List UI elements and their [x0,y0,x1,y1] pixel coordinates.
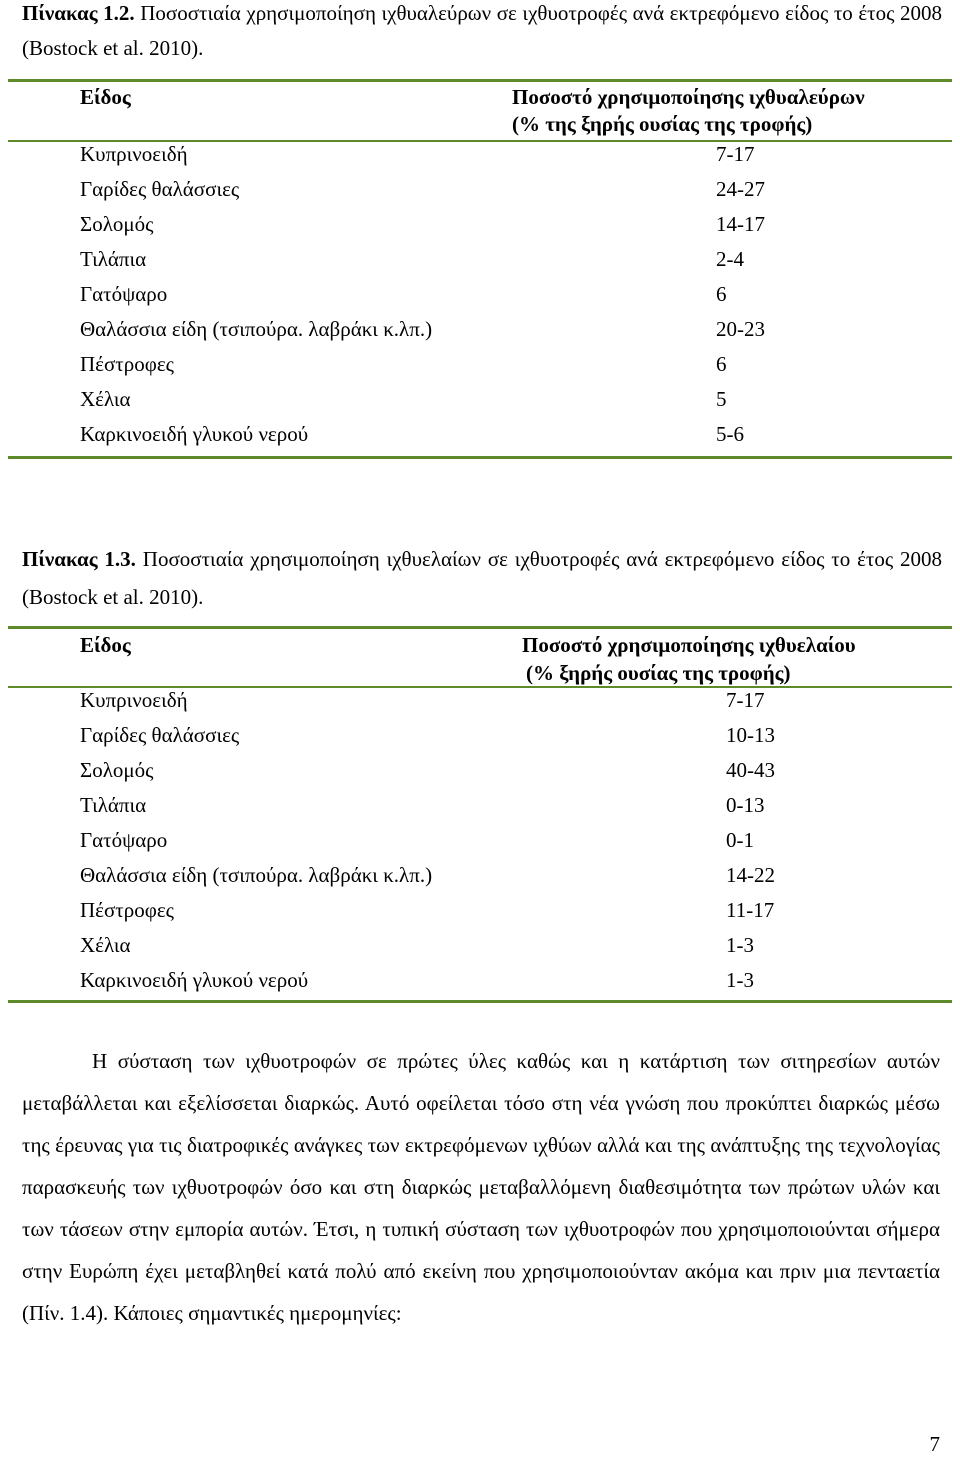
body-paragraph: Η σύσταση των ιχθυοτροφών σε πρώτες ύλες καθώς και η κατάρτιση των σιτηρεσίων αυτών μεταβάλλεται και εξελίσσεται διαρκώς. Αυτό οφείλεται τόσο στη νέα γνώση που προκύπτει διαρκώς μέσω της έρευνας για τις διατροφικές ανάγκες των εκτρεφόμενων ιχθύων αλλά και της ανάπτυξης της τεχνολογίας παρασκευής των ιχθυοτροφών όσο και στη διαρκώς μεταβαλλόμενη διαθεσιμότητα των πρώτων υλών και των τάσεων στην εμπορία αυτών. Έτσι, η τυπική σύσταση των ιχθυοτροφών που χρησιμοποιούνται σήμερα στην Ευρώπη έχει μεταβληθεί κατά πολύ από εκείνη που χρησιμοποιούνταν ακόμα και πριν μια πενταετία (Πίν. 1.4). Κάποιες σημαντικές ημερομηνίες: [22,1049,940,1325]
table-row-species: Κυπρινοειδή [80,688,188,712]
table-row-value: 40-43 [726,758,775,782]
table-row-species: Γατόψαρο [80,282,168,306]
table2-caption [22,540,942,616]
table-row-value: 14-17 [716,212,765,236]
table1-header-value-line1: Ποσοστό χρησιμοποίησης ιχθυαλεύρων [512,85,865,109]
table-row-species: Γαρίδες θαλάσσιες [80,723,240,747]
table-row-value: 20-23 [716,317,765,341]
table1-caption-text: Ποσοστιαία χρησιμοποίηση ιχθυαλεύρων σε ιχθυοτροφές ανά εκτρεφόμενο είδος το έτος 2008 (Bostock et al. 2010). [22,1,943,60]
table-row-value: 1-3 [726,968,754,992]
table-row-species: Τιλάπια [80,793,147,817]
table-row-value: 6 [716,282,727,306]
table-row-value: 0-13 [726,793,765,817]
table1-bottom-rule [8,456,952,459]
table-row-species: Τιλάπια [80,247,147,271]
table2-header-species: Είδος [80,633,131,657]
table2-top-rule [8,626,952,629]
table-row-species: Κυπρινοειδή [80,142,188,166]
page-number: 7 [929,1432,940,1456]
table1-header-species: Είδος [80,85,131,109]
table1-caption [22,0,942,66]
table-row-species: Θαλάσσια είδη (τσιπούρα. λαβράκι κ.λπ.) [80,863,433,887]
table-row-species: Πέστροφες [80,898,174,922]
table-row-value: 0-1 [726,828,754,852]
table2-header-value-line1: Ποσοστό χρησιμοποίησης ιχθυελαίου [522,633,856,657]
table-row-species: Γατόψαρο [80,828,168,852]
table-row-species: Σολομός [80,758,154,782]
table-row-species: Καρκινοειδή γλυκού νερού [80,968,309,992]
table-row-species: Σολομός [80,212,154,236]
table-row-value: 5-6 [716,422,744,446]
table-row-value: 7-17 [716,142,755,166]
table-row-value: 7-17 [726,688,765,712]
table-row-species: Χέλια [80,387,131,411]
table-row-value: 1-3 [726,933,754,957]
table-row-value: 11-17 [726,898,775,922]
table1-caption-label: Πίνακας 1.2. [22,1,135,25]
table-row-value: 6 [716,352,727,376]
table-row-value: 10-13 [726,723,775,747]
table2-header-value-line2: (% ξηρής ουσίας της τροφής) [526,661,791,685]
table2-caption-label: Πίνακας 1.3. [22,547,136,571]
table-row-species: Καρκινοειδή γλυκού νερού [80,422,309,446]
table-row-species: Πέστροφες [80,352,174,376]
table-row-value: 2-4 [716,247,744,271]
table2-caption-text: Ποσοστιαία χρησιμοποίηση ιχθυελαίων σε ιχθυοτροφές ανά εκτρεφόμενο είδος το έτος 2008 (Bostock et al. 2010). [22,547,943,609]
table2-bottom-rule [8,1000,952,1003]
table-row-value: 14-22 [726,863,775,887]
table-row-value: 24-27 [716,177,765,201]
table-row-species: Θαλάσσια είδη (τσιπούρα. λαβράκι κ.λπ.) [80,317,433,341]
table-row-species: Χέλια [80,933,131,957]
table1-header-value-line2: (% της ξηρής ουσίας της τροφής) [512,112,813,136]
table1-top-rule [8,79,952,82]
table-row-value: 5 [716,387,727,411]
table-row-species: Γαρίδες θαλάσσιες [80,177,240,201]
